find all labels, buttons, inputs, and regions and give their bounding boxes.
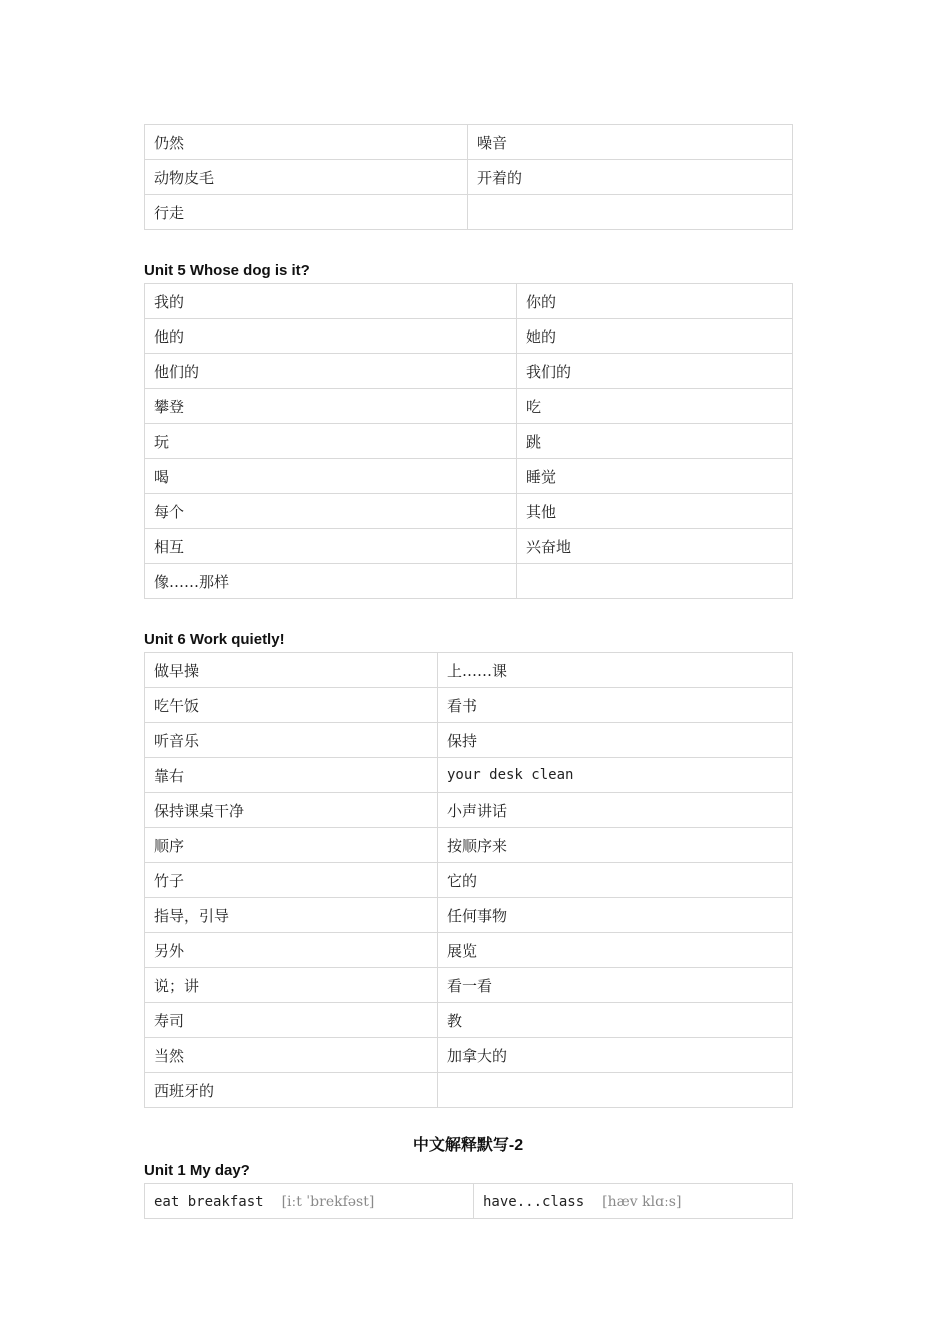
- document-page: [144, 124, 792, 1219]
- table-cell: 任何事物: [438, 898, 793, 933]
- table-cell: 我的: [145, 284, 517, 319]
- vocab-word: eat breakfast: [154, 1194, 264, 1210]
- table-row: [145, 195, 793, 230]
- table-cell: 做早操: [145, 653, 438, 688]
- table-cell: 顺序: [145, 828, 438, 863]
- table-cell: 说；讲: [145, 968, 438, 1003]
- table-row: [145, 653, 793, 688]
- table-row: [145, 564, 793, 599]
- table-row: [145, 424, 793, 459]
- table-row: [145, 758, 793, 793]
- table-cell: 行走: [145, 195, 468, 230]
- table-cell: 指导，引导: [145, 898, 438, 933]
- table-cell: 跳: [517, 424, 793, 459]
- table-row: [145, 1184, 793, 1219]
- table-cell: 寿司: [145, 1003, 438, 1038]
- table-cell: 其他: [517, 494, 793, 529]
- vocab-table-top: [144, 124, 793, 230]
- table-cell: 保持: [438, 723, 793, 758]
- table-cell: 相互: [145, 529, 517, 564]
- table-row: [145, 863, 793, 898]
- table-cell: 竹子: [145, 863, 438, 898]
- table-cell: 加拿大的: [438, 1038, 793, 1073]
- vocab-table-unit5: [144, 283, 793, 599]
- table-cell: 动物皮毛: [145, 160, 468, 195]
- table-row: [145, 160, 793, 195]
- table-row: [145, 723, 793, 758]
- table-cell: 她的: [517, 319, 793, 354]
- phonetic-text: [hæv klɑːs]: [602, 1194, 682, 1210]
- table-cell: 开着的: [468, 160, 793, 195]
- table-cell: [438, 1073, 793, 1108]
- table-cell: 兴奋地: [517, 529, 793, 564]
- table-cell: [517, 564, 793, 599]
- table-cell: 按顺序来: [438, 828, 793, 863]
- table-row: [145, 828, 793, 863]
- table-cell: 小声讲话: [438, 793, 793, 828]
- table-row: [145, 389, 793, 424]
- table-cell: 看一看: [438, 968, 793, 1003]
- table-row: [145, 125, 793, 160]
- table-cell: 吃: [517, 389, 793, 424]
- unit5-heading: Unit 5 Whose dog is it?: [144, 262, 310, 279]
- table-cell: 展览: [438, 933, 793, 968]
- table-row: [145, 494, 793, 529]
- table-row: [145, 459, 793, 494]
- table-cell: 保持课桌干净: [145, 793, 438, 828]
- table-row: [145, 284, 793, 319]
- table-row: [145, 688, 793, 723]
- table-cell: 西班牙的: [145, 1073, 438, 1108]
- table-row: [145, 529, 793, 564]
- table-cell: 噪音: [468, 125, 793, 160]
- table-cell: 像……那样: [145, 564, 517, 599]
- table-row: [145, 1073, 793, 1108]
- vocab-table-unit1: [144, 1183, 793, 1219]
- table-cell: 睡觉: [517, 459, 793, 494]
- table-row: [145, 1003, 793, 1038]
- table-cell: 另外: [145, 933, 438, 968]
- table-cell: 他们的: [145, 354, 517, 389]
- table-row: [145, 354, 793, 389]
- table-cell: 上……课: [438, 653, 793, 688]
- phonetic-text: [iːt ˈbrekfəst]: [281, 1194, 375, 1210]
- unit1-heading: Unit 1 My day?: [144, 1162, 250, 1179]
- table-cell: 吃午饭: [145, 688, 438, 723]
- table-cell: 当然: [145, 1038, 438, 1073]
- table-cell: 仍然: [145, 125, 468, 160]
- table-cell: 你的: [517, 284, 793, 319]
- table-cell: 喝: [145, 459, 517, 494]
- table-row: [145, 898, 793, 933]
- table-cell: your desk clean: [438, 758, 793, 793]
- vocab-word: have...class: [483, 1194, 585, 1210]
- table-cell: [145, 1184, 474, 1219]
- table-cell: 看书: [438, 688, 793, 723]
- table-cell: 靠右: [145, 758, 438, 793]
- table-cell: 玩: [145, 424, 517, 459]
- table-cell: 听音乐: [145, 723, 438, 758]
- table-row: [145, 968, 793, 1003]
- table-row: [145, 319, 793, 354]
- unit6-heading: Unit 6 Work quietly!: [144, 631, 285, 648]
- vocab-table-unit6: [144, 652, 793, 1108]
- table-row: [145, 793, 793, 828]
- table-cell: 他的: [145, 319, 517, 354]
- table-cell: 我们的: [517, 354, 793, 389]
- table-row: [145, 1038, 793, 1073]
- table-cell: 它的: [438, 863, 793, 898]
- table-cell: 每个: [145, 494, 517, 529]
- table-row: [145, 933, 793, 968]
- table-cell: 攀登: [145, 389, 517, 424]
- section-title: 中文解释默写-2: [412, 1137, 524, 1154]
- table-cell: [474, 1184, 793, 1219]
- table-cell: [468, 195, 793, 230]
- table-cell: 教: [438, 1003, 793, 1038]
